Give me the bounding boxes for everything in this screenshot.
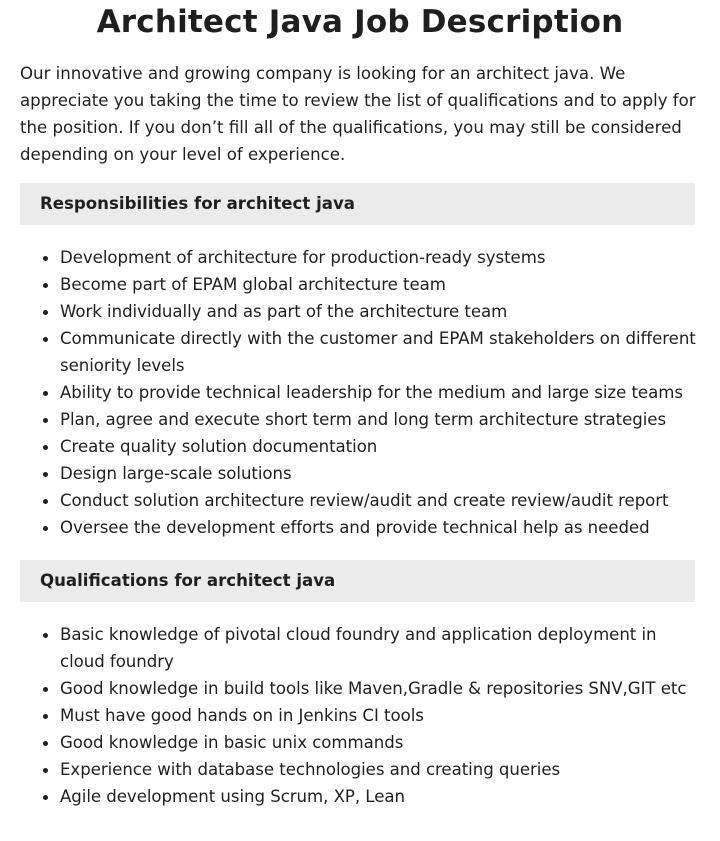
list-item: Agile development using Scrum, XP, Lean (60, 783, 700, 810)
list-item: Good knowledge in basic unix commands (60, 729, 700, 756)
list-item: Basic knowledge of pivotal cloud foundry and application deployment in cloud foundry (60, 621, 700, 675)
list-item: Plan, agree and execute short term and long term architecture strategies (60, 406, 700, 433)
list-item: Work individually and as part of the architecture team (60, 298, 700, 325)
page-title: Architect Java Job Description (96, 4, 624, 40)
qualifications-header (20, 560, 695, 602)
list-item: Development of architecture for production-ready systems (60, 244, 700, 271)
list-item: Ability to provide technical leadership for the medium and large size teams (60, 379, 700, 406)
list-item: Design large-scale solutions (60, 460, 700, 487)
list-item: Communicate directly with the customer and EPAM stakeholders on different seniority levels (60, 325, 700, 379)
list-item: Must have good hands on in Jenkins CI tools (60, 702, 700, 729)
responsibilities-header (20, 183, 695, 225)
list-item: Oversee the development efforts and provide technical help as needed (60, 514, 700, 541)
list-item: Good knowledge in build tools like Maven,Gradle & repositories SNV,GIT etc (60, 675, 700, 702)
list-item: Become part of EPAM global architecture team (60, 271, 700, 298)
responsibilities-list (20, 244, 700, 541)
list-item: Create quality solution documentation (60, 433, 700, 460)
intro-paragraph: Our innovative and growing company is looking for an architect java. We appreciate you taking the time to review the list of qualifications and to apply for the position. If you don’t fill all of the qualifications, you may still be considered depending on your level of experience. (20, 64, 696, 164)
qualifications-heading: Qualifications for architect java (40, 571, 336, 590)
responsibilities-heading: Responsibilities for architect java (40, 194, 355, 213)
list-item: Conduct solution architecture review/audit and create review/audit report (60, 487, 700, 514)
qualifications-list (20, 621, 700, 810)
list-item: Experience with database technologies and creating queries (60, 756, 700, 783)
